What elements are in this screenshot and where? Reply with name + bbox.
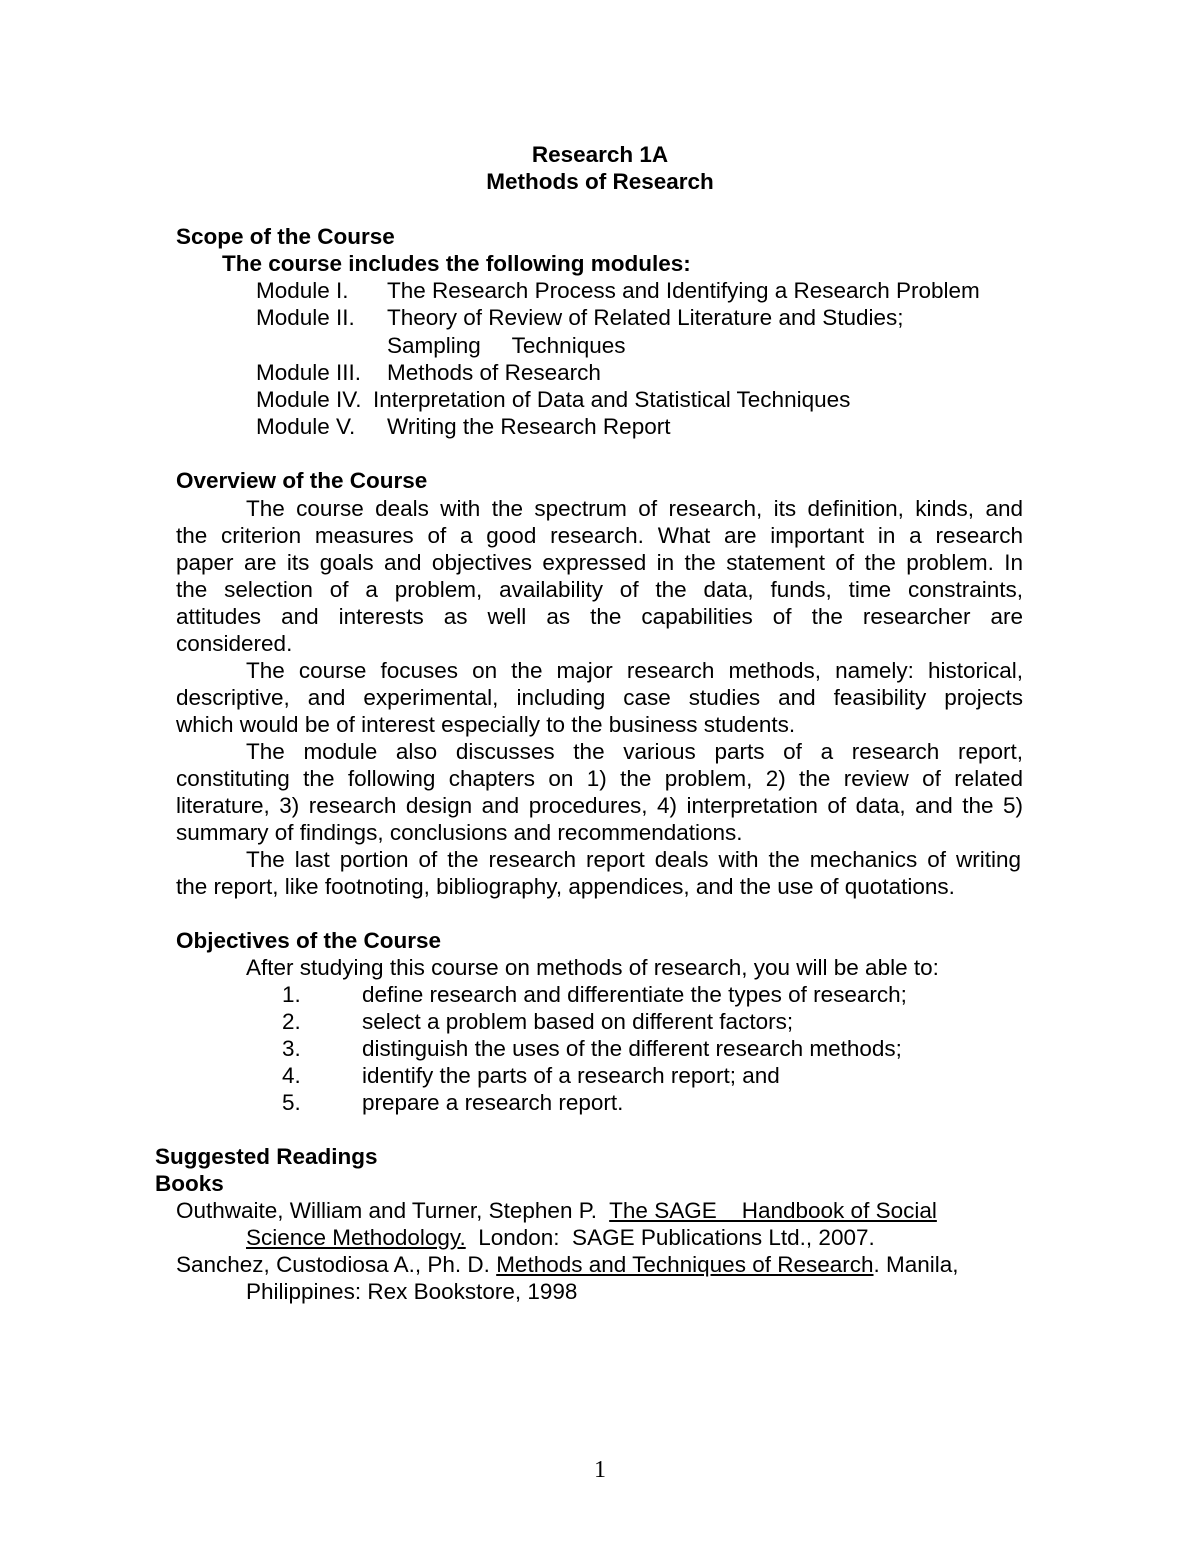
reference-publisher: Philippines: Rex Bookstore, 1998: [246, 1279, 578, 1304]
reference-authors: Outhwaite, William and Turner, Stephen P.: [176, 1198, 610, 1223]
module-text: Methods of Research: [387, 360, 601, 385]
readings-heading: Suggested Readings: [155, 1144, 378, 1169]
books-subheading: Books: [155, 1171, 224, 1196]
overview-line: the selection of a problem, availability of the data, funds, time constraints,: [176, 577, 1023, 602]
scope-heading: Scope of the Course: [176, 224, 395, 249]
module-text-continued: Sampling Techniques: [387, 333, 626, 358]
objective-text: select a problem based on different factors;: [362, 1009, 794, 1034]
objective-text: prepare a research report.: [362, 1090, 624, 1115]
reference-authors: Sanchez, Custodiosa A., Ph. D.: [176, 1252, 497, 1277]
reference-title: Science Methodology.: [246, 1225, 466, 1250]
module-text: Interpretation of Data and Statistical Techniques: [373, 387, 851, 412]
reference-publisher: London: SAGE Publications Ltd., 2007.: [465, 1225, 875, 1250]
module-label: Module II.: [256, 305, 355, 330]
reference-title: The SAGE Handbook of Social: [609, 1198, 937, 1223]
objective-number: 3.: [282, 1036, 301, 1061]
objectives-heading: Objectives of the Course: [176, 928, 442, 953]
objective-number: 1.: [282, 982, 301, 1007]
reference-entry: [176, 1197, 937, 1224]
reference-title: Methods and Techniques of Research: [496, 1252, 874, 1277]
module-text: Writing the Research Report: [387, 414, 671, 439]
overview-heading: Overview of the Course: [176, 468, 428, 493]
objective-number: 4.: [282, 1063, 301, 1088]
reference-place: . Manila,: [873, 1252, 959, 1277]
page-number: 1: [594, 1457, 606, 1483]
objective-text: distinguish the uses of the different research methods;: [362, 1036, 902, 1061]
overview-line: attitudes and interests as well as the capabilities of the researcher are: [176, 604, 1023, 629]
overview-line: considered.: [176, 631, 293, 656]
overview-line: the report, like footnoting, bibliography, appendices, and the use of quotations.: [176, 874, 955, 899]
overview-line: paper are its goals and objectives expressed in the statement of the problem. In: [176, 550, 1023, 575]
overview-line: The module also discusses the various parts of a research report,: [246, 739, 1023, 764]
objectives-intro: After studying this course on methods of research, you will be able to:: [246, 955, 939, 980]
objective-text: define research and differentiate the types of research;: [362, 982, 907, 1007]
objective-text: identify the parts of a research report; and: [362, 1063, 780, 1088]
overview-line: The course deals with the spectrum of research, its definition, kinds, and: [246, 496, 1023, 521]
module-label: Module I.: [256, 278, 349, 303]
module-text: Theory of Review of Related Literature and Studies;: [387, 305, 904, 330]
overview-line: The last portion of the research report deals with the mechanics of writing: [246, 847, 1021, 872]
document-subtitle: Methods of Research: [486, 169, 714, 194]
overview-line: descriptive, and experimental, including case studies and feasibility projects: [176, 685, 1023, 710]
objective-number: 5.: [282, 1090, 301, 1115]
objective-number: 2.: [282, 1009, 301, 1034]
module-label: Module III.: [256, 360, 362, 385]
overview-line: constituting the following chapters on 1) the problem, 2) the review of related: [176, 766, 1023, 791]
scope-intro: The course includes the following modules:: [222, 251, 691, 276]
overview-line: which would be of interest especially to the business students.: [176, 712, 796, 737]
document-title: Research 1A: [531, 142, 669, 167]
reference-entry-continued: [246, 1224, 875, 1251]
module-label: Module V.: [256, 414, 356, 439]
overview-line: summary of findings, conclusions and recommendations.: [176, 820, 743, 845]
module-text: The Research Process and Identifying a Research Problem: [387, 278, 980, 303]
overview-line: the criterion measures of a good research. What are important in a research: [176, 523, 1023, 548]
module-label: Module IV.: [256, 387, 362, 412]
reference-entry: [176, 1251, 959, 1278]
overview-line: literature, 3) research design and procedures, 4) interpretation of data, and the 5): [176, 793, 1023, 818]
overview-line: The course focuses on the major research methods, namely: historical,: [246, 658, 1023, 683]
